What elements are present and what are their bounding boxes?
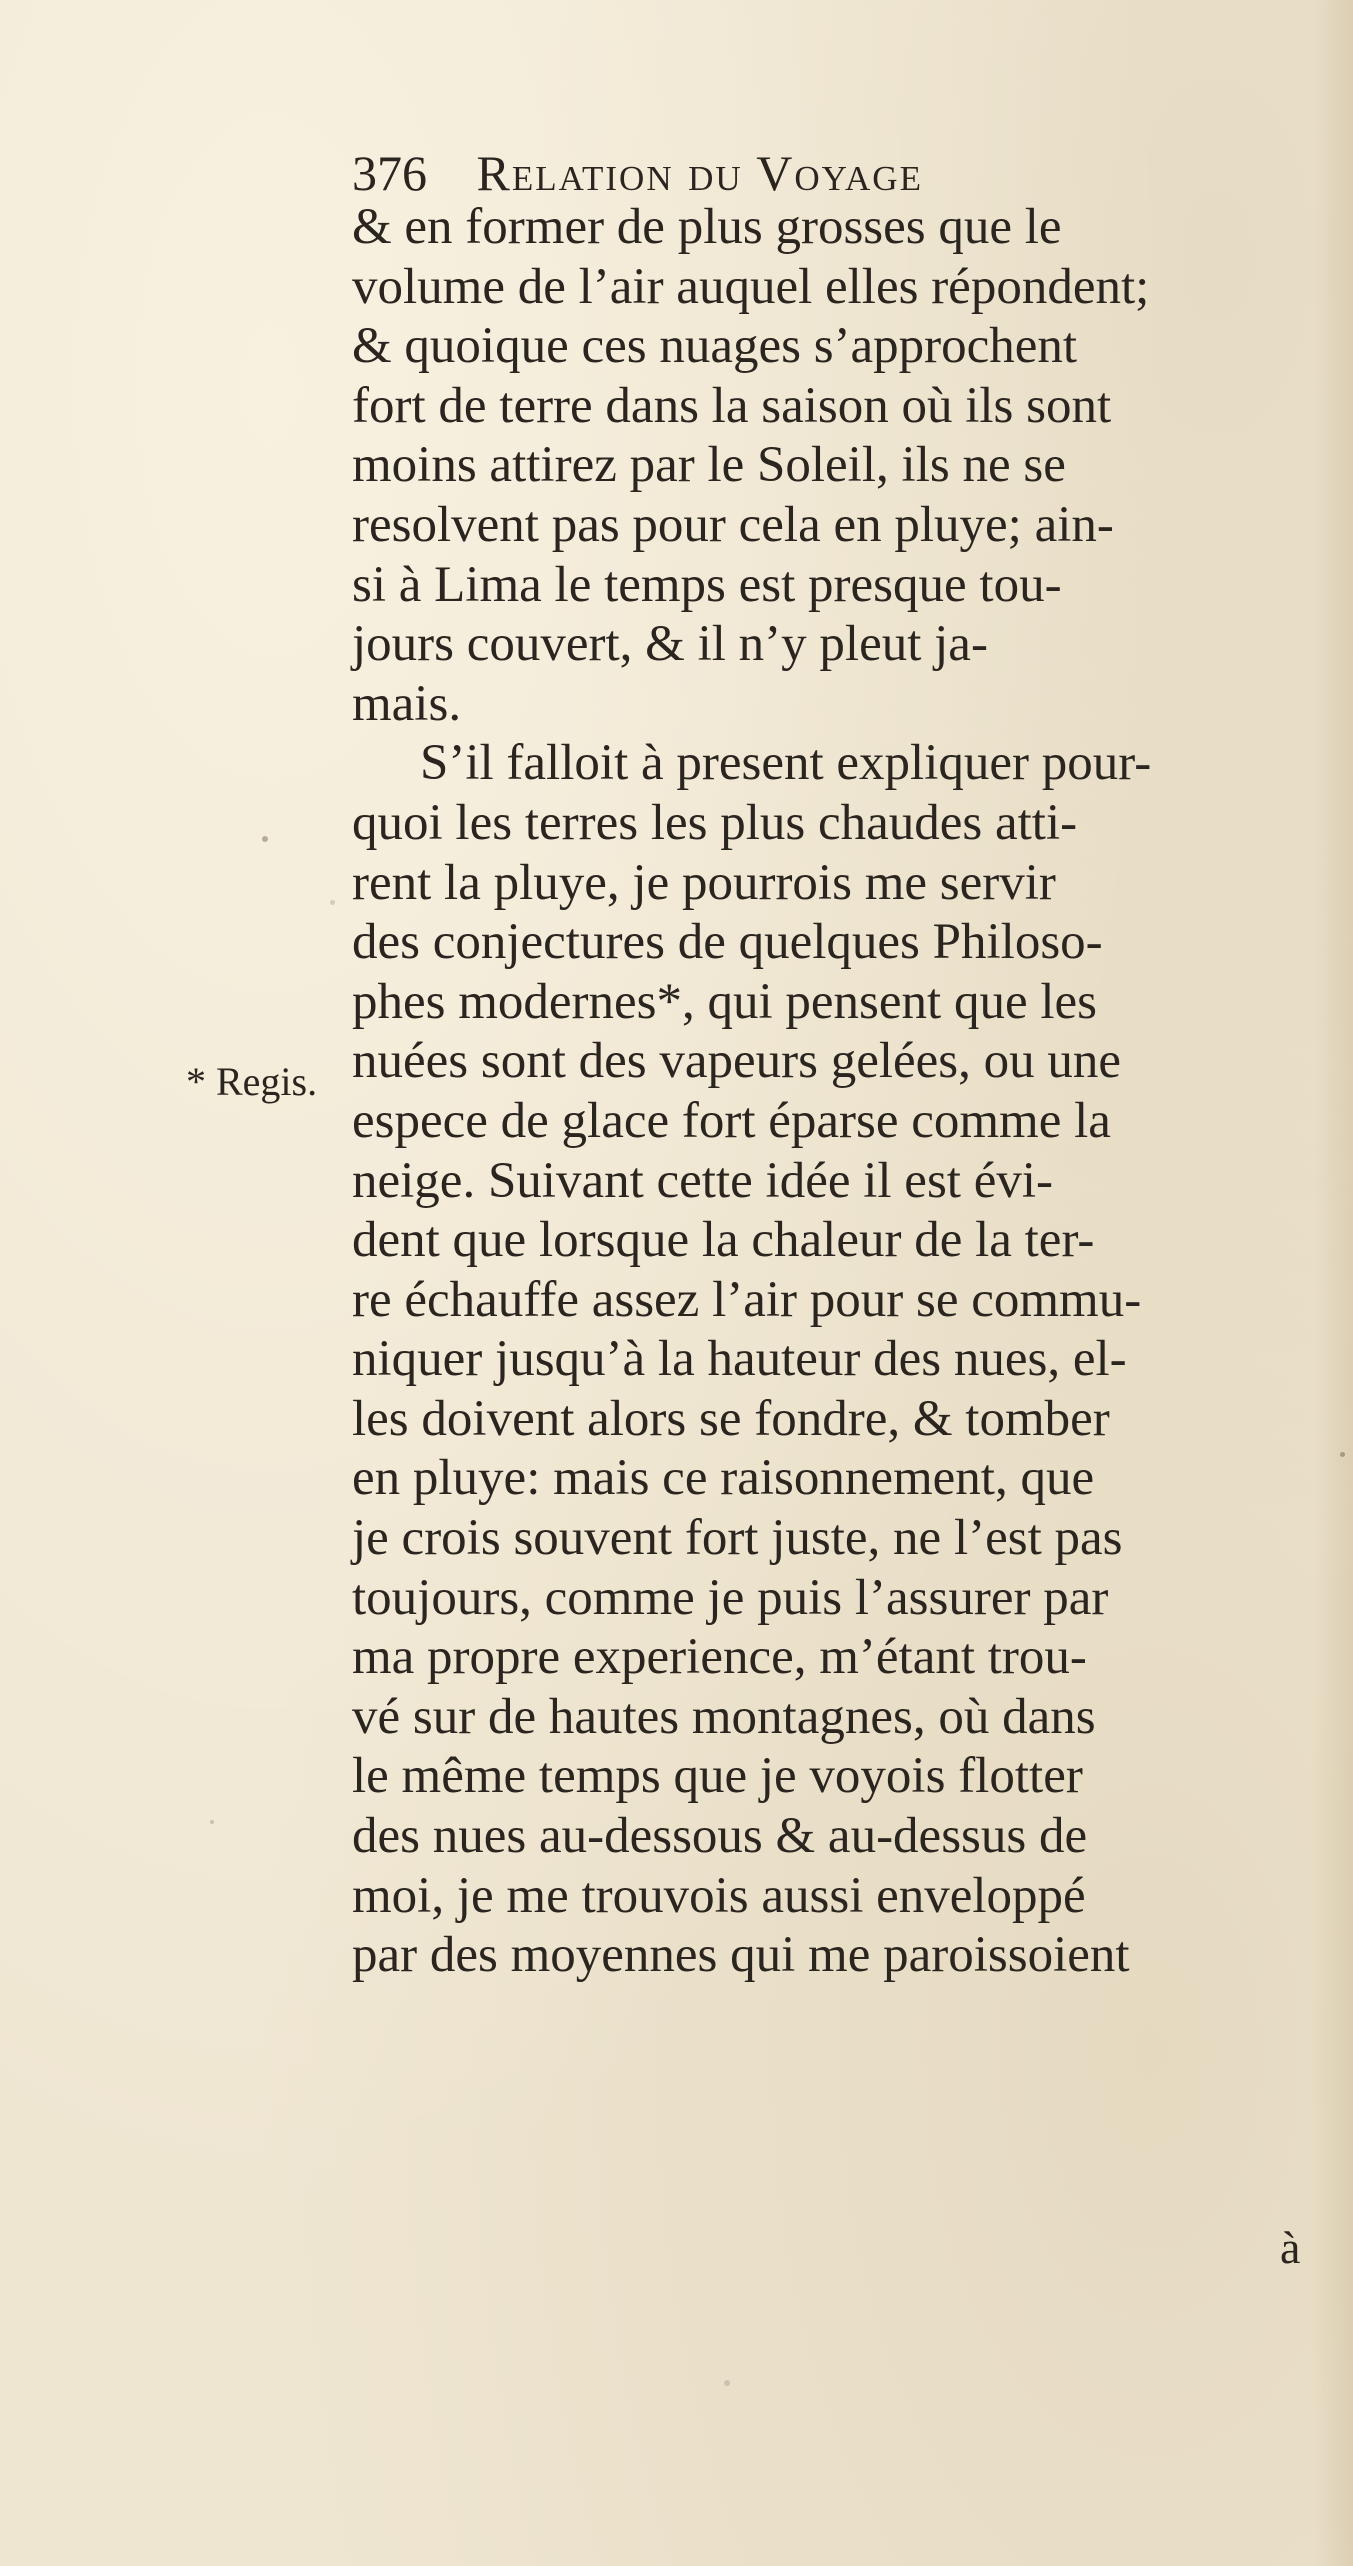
text-line: nuées sont des vapeurs gelées, ou une [352, 1033, 1122, 1090]
text-line: je crois souvent fort juste, ne l’est pas [352, 1510, 1123, 1567]
text-line: volume de l’air auquel elles répondent; [352, 258, 1150, 315]
text-line: des conjectures de quelques Philoso- [352, 914, 1103, 971]
text-line: en pluye: mais ce raisonnement, que [352, 1450, 1095, 1507]
text-line: niquer jusqu’à la hauteur des nues, el- [352, 1331, 1127, 1388]
text-line: & quoique ces nuages s’approchent [352, 318, 1078, 375]
paper-speck [330, 900, 335, 905]
text-line: ma propre experience, m’étant trou- [352, 1629, 1087, 1686]
text-line: mais. [352, 675, 462, 732]
text-line: toujours, comme je puis l’assurer par [352, 1569, 1109, 1626]
text-line: moins attirez par le Soleil, ils ne se [352, 437, 1066, 494]
text-line: phes modernes*, qui pensent que les [352, 973, 1098, 1030]
text-line: quoi les terres les plus chaudes atti- [352, 794, 1078, 851]
text-line: dent que lorsque la chaleur de la ter- [352, 1212, 1095, 1269]
paper-speck [724, 2380, 730, 2386]
text-line: le même temps que je voyois flotter [352, 1748, 1083, 1805]
paper-speck [210, 1820, 214, 1824]
text-line: des nues au-dessous & au-dessus de [352, 1808, 1088, 1865]
text-line: re échauffe assez l’air pour se commu- [352, 1271, 1142, 1328]
text-line: espece de glace fort éparse comme la [352, 1092, 1111, 1149]
margin-note: * Regis. [186, 1059, 318, 1104]
paragraph-first-line: S’il falloit à present expliquer pour- [420, 735, 1152, 792]
text-line: par des moyennes qui me paroissoient [352, 1927, 1130, 1984]
text-line: jours couvert, & il n’y pleut ja- [352, 616, 988, 673]
text-line: moi, je me trouvois aussi enveloppé [352, 1867, 1086, 1924]
text-line: si à Lima le temps est presque tou- [352, 556, 1062, 613]
text-line: fort de terre dans la saison où ils sont [352, 377, 1112, 434]
text-line: les doivent alors se fondre, & tomber [352, 1390, 1110, 1447]
text-line: neige. Suivant cette idée il est évi- [352, 1152, 1054, 1209]
body-text [352, 198, 1332, 1986]
running-title: Relation du Voyage [476, 145, 923, 201]
text-line: & en former de plus grosses que le [352, 199, 1062, 255]
text-line: rent la pluye, je pourrois me servir [352, 854, 1056, 911]
page-number: 376 [352, 145, 427, 201]
paper-speck [1340, 1452, 1345, 1457]
catchword: à [1280, 2222, 1301, 2273]
text-line: vé sur de hautes montagnes, où dans [352, 1688, 1096, 1745]
text-line: resolvent pas pour cela en pluye; ain- [352, 496, 1114, 553]
paper-speck [262, 836, 268, 842]
